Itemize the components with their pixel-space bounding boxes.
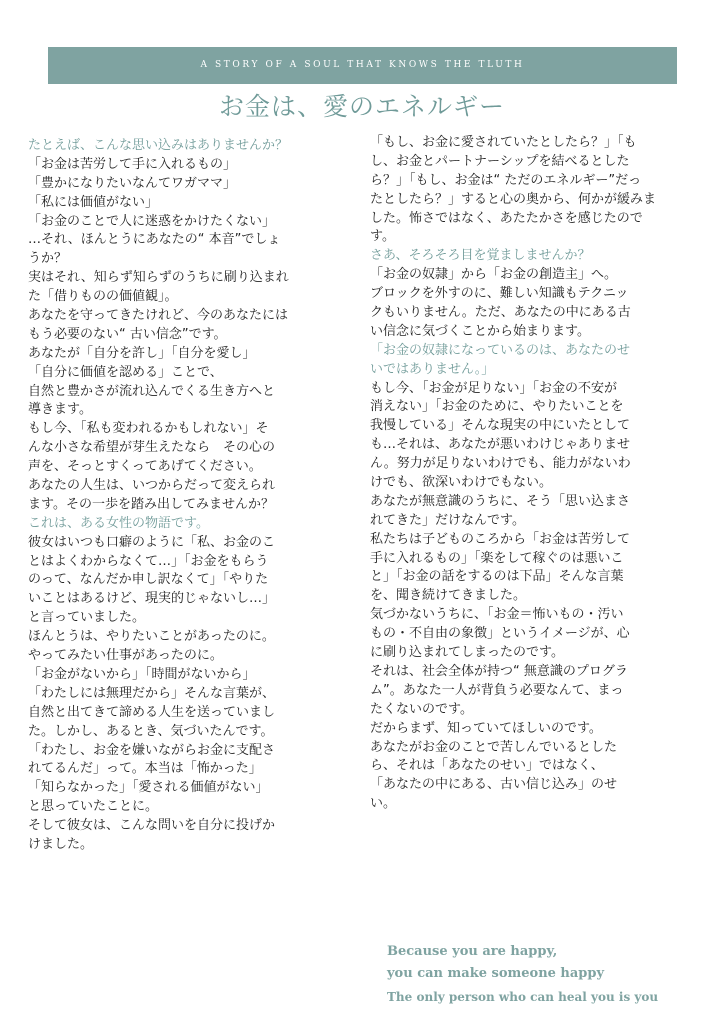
text-line: あなたが無意識のうちに、そう「思い込まさ — [370, 493, 631, 509]
text-line: のって、なんだか申し訳なくて」「やりた — [28, 572, 269, 588]
text-line: た「借りものの価値観」。 — [28, 289, 178, 305]
section-heading: いではありません。」 — [370, 361, 495, 377]
text-line: 私たちは子どものころから「お金は苦労して — [370, 531, 631, 547]
text-line: ん。努力が足りないわけでも、能力がないわ — [370, 456, 631, 472]
text-line: 声を、そっとすくってあげてください。 — [28, 459, 262, 475]
text-line: たくないのです。 — [370, 701, 473, 717]
text-line: 「知らなかった」「愛される価値がない」 — [28, 780, 269, 796]
text-line: けました。 — [28, 836, 94, 852]
text-line: あなたがお金のことで苦しんでいるとした — [370, 739, 618, 755]
text-line: す。 — [370, 229, 395, 245]
text-line: れてるんだ」って。本当は「怖かった」 — [28, 761, 262, 777]
text-line: いことはあるけど、現実的じゃないし…」 — [28, 591, 276, 607]
text-line: やってみたい仕事があったのに。 — [28, 648, 223, 664]
text-line: に刷り込まれてしまったのです。 — [370, 645, 564, 661]
text-line: と言っていました。 — [28, 610, 146, 626]
text-line: 「わたし、お金を嫌いながらお金に支配さ — [28, 742, 276, 758]
text-line: 「自分に価値を認める」ことで、 — [28, 364, 223, 380]
text-line: 導きます。 — [28, 402, 92, 418]
text-line: もう必要のない“ 古い信念”です。 — [28, 326, 227, 342]
text-line: 「あなたの中にある、古い信じ込み」のせ — [370, 777, 618, 793]
text-line: 我慢している」そんな現実の中にいたとして — [370, 418, 631, 434]
text-line: と思っていたことに。 — [28, 799, 159, 815]
text-line: を、聞き続けてきました。 — [370, 588, 527, 604]
text-line: 「お金がないから」「時間がないから」 — [28, 666, 256, 682]
english-line-3: The only person who can heal you is you — [387, 990, 659, 1004]
text-line: 自然と出てきて諦める人生を送っていまし — [28, 704, 276, 720]
text-line: もし今、「私も変われるかもしれない」そ — [28, 421, 269, 437]
text-line: ブロックを外すのに、難しい知識もテクニッ — [370, 286, 629, 302]
text-line: んな小さな希望が芽生えたなら その心の — [28, 440, 276, 456]
text-line: 自然と豊かさが流れ込んでくる生き方へと — [28, 383, 276, 399]
text-line: ます。その一歩を踏み出してみませんか？ — [28, 496, 274, 512]
text-line: あなたが「自分を許し」「自分を愛し」 — [28, 345, 256, 361]
text-line: もの・不自由の象徴」というイメージが、心 — [370, 626, 630, 642]
section-heading: さあ、そろそろ目を覚ましませんか？ — [370, 248, 591, 264]
text-line: ら、それは「あなたのせい」ではなく、 — [370, 758, 604, 774]
text-line: し、お金とパートナーシップを結べるとした — [370, 153, 630, 169]
english-line-1: Because you are happy, — [387, 944, 558, 959]
text-line: と」「お金の話をするのは下品」そんな言葉 — [370, 569, 624, 585]
section-heading: 「お金の奴隷になっているのは、あなたのせ — [370, 342, 631, 358]
text-line: 実はそれ、知らず知らずのうちに刷り込まれ — [28, 270, 289, 286]
text-line: た。しかし、あるとき、気づいたんです。 — [28, 723, 274, 739]
text-line: ほんとうは、やりたいことがあったのに。 — [28, 629, 275, 645]
text-line: 「私には価値がない」 — [28, 194, 159, 210]
text-line: クもいりません。ただ、あなたの中にある古 — [370, 305, 631, 321]
text-line: うか？ — [28, 251, 68, 267]
text-line: も…それは、あなたが悪いわけじゃありませ — [370, 437, 631, 453]
text-line: 「お金のことで人に迷惑をかけたくない」 — [28, 213, 276, 229]
text-line: 「お金の奴隷」から「お金の創造主」へ。 — [370, 267, 618, 283]
text-line: い。 — [370, 796, 397, 812]
english-line-2: you can make someone happy — [387, 966, 605, 981]
right-column — [370, 134, 686, 814]
text-line: 「もし、お金に愛されていたとしたら？」「も — [370, 135, 637, 150]
text-line: そして彼女は、こんな問いを自分に投げか — [28, 818, 276, 834]
text-line: あなたの人生は、いつからだって変えられ — [28, 478, 276, 494]
text-line: とはよくわからなくて…」「お金をもらう — [28, 553, 269, 569]
text-line: ム”。あなた一人が背負う必要なんて、まっ — [370, 682, 624, 698]
section-heading: たとえば、こんな思い込みはありませんか？ — [28, 138, 289, 153]
text-line: 「豊かになりたいなんてワガママ」 — [28, 175, 237, 191]
page-title: お金は、愛のエネルギー — [218, 92, 505, 121]
text-line: それは、社会全体が持つ“ 無意識のプログラ — [370, 663, 628, 679]
text-line: 彼女はいつも口癖のように「私、お金のこ — [28, 534, 276, 550]
text-line: けでも、欲深いわけでもない。 — [370, 475, 553, 491]
text-line: 「お金は苦労して手に入れるもの」 — [28, 156, 237, 172]
text-line: 気づかないうちに、「お金＝怖いもの・汚い — [370, 607, 624, 623]
text-line: した。怖さではなく、あたたかさを感じたので — [370, 210, 643, 226]
text-line: 「わたしには無理だから」そんな言葉が、 — [28, 685, 276, 701]
text-line: ら？」「もし、お金は“ ただのエネルギー”だっ — [370, 172, 642, 188]
text-line: たとしたら？」すると心の奥から、何かが緩みま — [370, 191, 657, 207]
text-line: もし今、「お金が足りない」「お金の不安が — [370, 380, 618, 396]
text-line: れてきた」だけなんです。 — [370, 512, 525, 528]
left-column — [28, 137, 350, 855]
section-heading: これは、ある女性の物語です。 — [28, 515, 209, 531]
text-line: …それ、ほんとうにあなたの“ 本音”でしょ — [28, 232, 281, 248]
text-line: あなたを守ってきたけれど、今のあなたには — [28, 308, 289, 324]
text-line: 手に入れるもの」「楽をして稼ぐのは悪いこ — [370, 550, 624, 566]
text-line: い信念に気づくことから始まります。 — [370, 323, 590, 339]
header-banner: A STORY OF A SOUL THAT KNOWS THE TLUTH — [48, 47, 677, 84]
text-line: 消えない」「お金のために、やりたいことを — [370, 399, 624, 415]
text-line: だからまず、知っていてほしいのです。 — [370, 720, 602, 736]
